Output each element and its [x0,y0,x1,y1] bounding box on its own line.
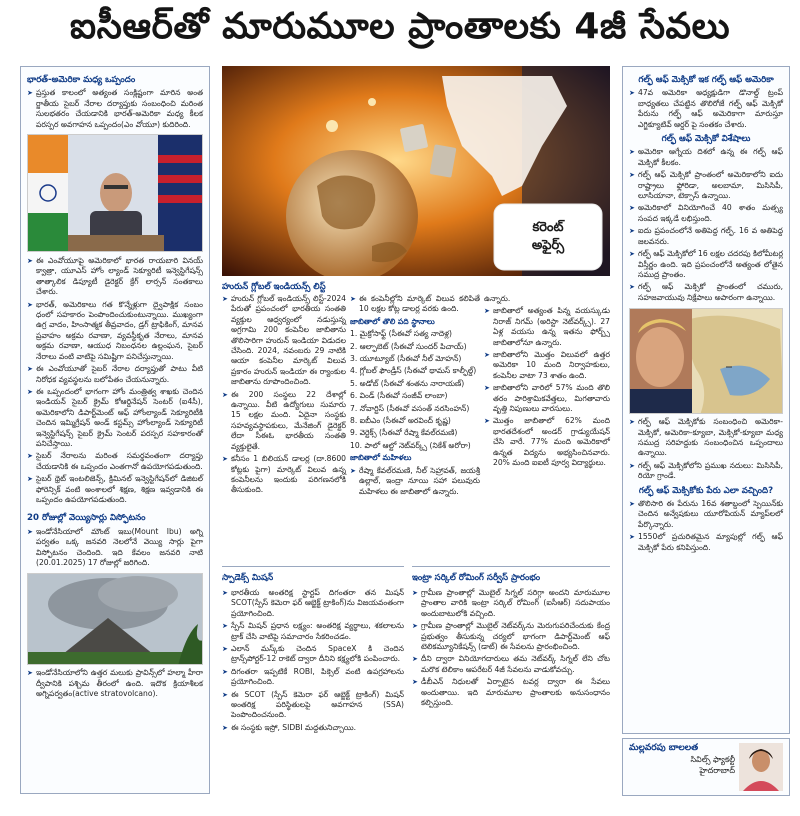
hurun-right-para-1: ఈ కంపెనీల్లోని మార్కెట్‌ విలువ కలిపితే 10 లక్షల కోట్ల డాలర్ల వరకు ఉంది. [359,294,480,314]
left-para-3: భారత్‌, అమెరికాలు గత కొన్నేళ్లుగా ద్వైపాక్షిక సంబం ధంలో సహకారం పెంపొందించుకుంటున్నాయి. ముఖ్యంగా ఉగ్ర వాదం, హింసాత్మక తీవ్రవాదం, డ్రగ్‌ ట్రాఫికింగ్‌, మానవ ప్రవాహం అక్రమ రవాణా, వ్యవస్థీకృత నేరాలు, మానవ అక్రమ రవాణా, ఆయుధ నిబంధనల ఉల్లంఘన, సైబర్‌ నేరాలు వంటి వాటిపై సమిష్టిగా పనిచేస్తున్నాయి. [36,299,203,361]
current-affairs-badge: కరెంట్ అఫైర్స్‌ [531,220,565,253]
spadex-para-4: దిగంతరా ఇప్పటికే ROBI, పిక్సెల్‌ వంటి ఉపగ్రహాలను ప్రయోగించింది. [231,666,404,687]
left-para-9: ఇండోనేసియాలోని ఉత్తర మలుకు ప్రావిన్స్‌లో హల్మా హీరా ద్వీపానికి పశ్చిమ తీరంలో ఉంది. ఇదొక క్రియాశీలక అగ్నిపర్వతం(active stratovolcano). [36,668,203,699]
hurun-third-para-2: జాబితాలో అత్యంత పిన్న వయస్కుడు నిరాజ్‌ నిగమ్‌ (అరిస్టా నెట్‌వర్క్స్‌). 27 ఏళ్ల వయసు ఉన్న ఇతను ఫోర్బ్స్‌ జాబితాలోనూ ఉన్నారు. [493,306,610,347]
author-city: హైదరాబాద్‌ [699,766,735,775]
gulf-bullet-1: అమెరికా ఆగ్నేయ దిశలో ఉన్న ఈ గల్ఫ్‌ ఆఫ్‌ మెక్సికో కీలకం. [638,147,783,167]
hurun-list-10: 10. పాలో ఆల్టో నెట్‌వర్క్స్‌ (నికేశ్‌ అరోరా) [350,440,471,450]
hurun-para-1: హురున్‌ గ్లోబల్‌ ఇండియన్స్‌ లిస్ట్‌-2024 పేరుతో ప్రపంచంలో భారతీయ సంతతి వ్యక్తుల ఆధ్వర్యంలో నడుస్తున్న అగ్రగామి 200 కంపెనీల జాబితాను తొలిసారిగా హురున్‌ ఇండియా విడుదల చేసింది. 2024, నవంబరు 29 నాటికి ఆయా కంపెనీల మార్కెట్‌ విలువ ప్రకారం హురున్‌ ఇండియా ఈ ర్యాంకుల జాబితాను రూపొందించింది. [231,294,346,387]
hurun-top10-label: జాబితాలో తొలి పది స్థానాలు [350,316,435,326]
left-para-6: సైబర్‌ నేరాలను మరింత సమర్థవంతంగా దర్యాప్తు చేయడానికి ఈ ఒప్పందం ఎంతగానో ఉపయోగపడుతుంది. [36,451,203,471]
hurun-list-2: 2. ఆల్ఫాబెట్‌ (సీఈవో సుందర్‌ పిచాయ్‌) [350,341,467,351]
left-para-2: ఈ ఎంవోయూపై అమెరికాలో భారత రాయబారి వినయ్‌ క్వాత్రా, యూఎస్‌ హోం ల్యాండ్‌ సెక్యూరిటీ ఇన్వెస్టిగేషన్స్‌ తాత్కాలిక డిప్యూటీ డైరెక్టర్‌ క్రేగ్‌ లార్సన్‌ సంతకాలు చేశారు. [36,256,203,297]
hurun-list-7: 7. నోవార్టిస్‌ (సీఈవో వసంత్‌ నరసింహన్‌) [350,403,470,413]
left-para-8: ఇండోనేసియాలో మౌంట్‌ ఇబు(Mount Ibu) అగ్ని పర్వతం ఒక్క జనవరి నెలలోనే వెయ్యి సార్లు పైగా విస్ఫోటనం చెందింది. ఇది కేవలం జనవరి నాటి (20.01.2025) 17 రోజుల్లో జరిగింది. [36,526,203,567]
hurun-third-para-1: ఉన్నారు. [484,294,511,303]
gulf-bullet-5: గల్ఫ్‌ ఆఫ్‌ మెక్సికోలో 16 లక్షల చదరపు కిలోమీటర్ల విస్తీర్ణం ఉంది. ఇది ప్రపంచంలోనే అత్యంత లోతైన సముద్ర ప్రాంతం. [638,249,783,279]
hurun-list-4: 4. గ్లోబల్‌ ఫౌండ్రీస్‌ (సీఈవో థామస్‌ కాల్ఫీల్డ్‌) [350,366,477,376]
gulf-bullet-4: ఐదు ప్రపంచంలోనే అతిపెద్ద గల్ఫ్‌. 16 వ అతిపెద్ద జలవనరు. [638,226,783,246]
hurun-para-3: కనీసం 1 బిలియన్‌ డాలర్ల (దా.8600 కోట్లకు పైగా) మార్కెట్‌ విలువ ఉన్న కంపెనీలను ఇందుకు పరిగణనలోకి తీసుకుంది. [231,454,346,495]
gulf-title: గల్ఫ్‌ ఆఫ్‌ మెక్సికో ఇక గల్ఫ్‌ ఆఫ్‌ అమెరికా [638,75,774,85]
hurun-list-8: 8. ఐబీఎం (సీఈవో అరవింద్‌ కృష్ణ) [350,416,451,426]
hurun-para-2: ఈ 200 సంస్థలు 22 దేశాల్లో ఉన్నాయి. వీటి ఉద్యోగులు సుమారు 15 లక్షల మంది. ఏదైనా సంస్థకు సహవ్యవస్థాపకులు, మేనేజింగ్‌ డైరెక్టర్‌ లేదా సీఈఓ భారతీయ సంతతి వ్యక్తులైతే. [231,389,346,451]
roaming-title: ఇంట్రా సర్కిల్‌ రోమింగ్‌ సర్వీస్‌ ప్రారంభం [412,573,541,583]
left-para-4: ఈ ఎంవోయూతో సైబర్‌ నేరాల దర్యాప్తుతో పాటు వీటి నిరోధక వ్యవస్థలను బలోపేతం చేయనున్నారు. [36,364,203,384]
spadex-section: స్పాడెక్స్‌ మిషన్‌ ➤ భారతీయ అంతరిక్ష స్టార్టప్‌ దిగంతరా తన మిషన్‌ SCOT(స్పేస్‌ కెమెరా ఫర్‌ ఆబ్జెక్ట్‌ ట్రాకింగ్‌)ను విజయవంతంగా ప్రయోగించింది. ➤ స్పేస్‌ మిషన్‌ ప్రధాన లక్ష్యం: అంతరిక్ష వ్యర్థాలు, శకలాలను ట్రాక్‌ చేసి వాటిపై సమాచారం సేకరించడం. ➤ ఎలాన్‌ మస్క్‌కు చెందిన SpaceX కి చెందిన ట్రాన్స్‌పోర్టర్‌-12 రాకెట్‌ ద్వారా దీనిని కక్ష్యలోకి పంపించారు. ➤ దిగంతరా ఇప్పటికే ROBI, పిక్సెల్‌ వంటి ఉపగ్రహాలను ప్రయోగించింది. ➤ ఈ SCOT (స్పేస్‌ కెమెరా ఫర్‌ ఆబ్జెక్ట్‌ ట్రాకింగ్‌) మిషన్‌ అంతరిక్ష పరిస్థితులపై అవగాహన (SSA) పెంపొందించనుంది. ➤ ఈ సంస్థకు ఇస్రో, SIDBI మద్దతునిచ్చాయి. [222,566,404,796]
hurun-list-3: 3. యూట్యూబ్‌ (సీఈవో నీల్‌ మోహన్‌) [350,354,462,364]
spadex-para-2: స్పేస్‌ మిషన్‌ ప్రధాన లక్ష్యం: అంతరిక్ష వ్యర్థాలు, శకలాలను ట్రాక్‌ చేసి వాటిపై సమాచారం సేకరించడం. [231,621,404,641]
roaming-para-2: గ్రామీణ ప్రాంతాల్లో మొబైల్‌ నెట్‌వర్క్‌ను మెరుగుపరిచేందుకు కేంద్ర ప్రభుత్వం తీసుకున్న చర్యలో భాగంగా డిపార్ట్‌మెంట్‌ ఆఫ్‌ టెలికమ్యూనికేషన్స్‌ (డాట్‌) ఈ సేవలను ప్రారంభించింది. [421,621,610,652]
spadex-para-1: భారతీయ అంతరిక్ష స్టార్టప్‌ దిగంతరా తన మిషన్‌ SCOT(స్పేస్‌ కెమెరా ఫర్‌ ఆబ్జెక్ట్‌ ట్రాకింగ్‌)ను విజయవంతంగా ప్రయోగించింది. [231,588,404,618]
gulf-subtitle2: గల్ఫ్‌ ఆఫ్‌ మెక్సికోకు పేరు ఎలా వచ్చింది? [638,485,774,496]
headline: ఐసీఆర్‌తో మారుమూల ప్రాంతాలకు 4జీ సేవలు [69,6,731,47]
hurun-list-6: 6. విండ్‌ (సీఈవో సంజీవ్‌ లాంబా) [350,391,448,401]
gulf-subtitle: గల్ఫ్‌ ఆఫ్‌ మెక్సికో విశేషాలు [661,134,751,145]
gulf-para-1: 47వ అమెరికా అధ్యక్షుడిగా డొనాల్డ్‌ ట్రంప్‌ బాధ్యతలు చేపట్టిన తొలిరోజే గల్ఫ్‌ ఆఫ్‌ మెక్సికో పేరును గల్ఫ్‌ ఆఫ్‌ అమెరికాగా మారుస్తూ ఎగ్జిక్యూటివ్‌ ఆర్డర్‌ పై సంతకం చేశారు. [638,88,783,129]
roaming-section: ఇంట్రా సర్కిల్‌ రోమింగ్‌ సర్వీస్‌ ప్రారంభం ➤ గ్రామీణ ప్రాంతాల్లో మొబైల్‌ సిగ్నల్‌ సరిగ్గా అందని మారుమూల ప్రాంతాల వారికి ఇంట్రా సర్కిల్‌ రోమింగ్‌ (ఐసీఆర్‌) సదుపాయం అందుబాటులోకి వచ్చింది. ➤ గ్రామీణ ప్రాంతాల్లో మొబైల్‌ నెట్‌వర్క్‌ను మెరుగుపరిచేందుకు కేంద్ర ప్రభుత్వం తీసుకున్న చర్యలో భాగంగా డిపార్ట్‌మెంట్‌ ఆఫ్‌ టెలికమ్యూనికేషన్స్‌ (డాట్‌) ఈ సేవలను ప్రారంభించింది. ➤ దీని ద్వారా వినియోగదారులు తమ నెట్‌వర్క్‌ సిగ్నల్‌ లేని చోట మరొక టెలికాం ఆపరేటర్‌ 4జీ సేవలను వాడుకోవచ్చు. ➤ డీబీఎన్‌ నిధులతో ఏర్పాటైన టవర్ల ద్వారా ఈ సేవలు అందుతాయి. ఇది మారుమూల ప్రాంతాలకు అనుసంధానం కల్పిస్తుంది. [412,566,610,796]
photo-trump-map [629,308,783,414]
roaming-para-3: దీని ద్వారా వినియోగదారులు తమ నెట్‌వర్క్‌ సిగ్నల్‌ లేని చోట మరొక టెలికాం ఆపరేటర్‌ 4జీ సేవలను వాడుకోవచ్చు. [421,654,610,674]
right-column: గల్ఫ్‌ ఆఫ్‌ మెక్సికో ఇక గల్ఫ్‌ ఆఫ్‌ అమెరికా ➤ 47వ అమెరికా అధ్యక్షుడిగా డొనాల్డ్‌ ట్రంప్‌ బాధ్యతలు చేపట్టిన తొలిరోజే గల్ఫ్‌ ఆఫ్‌ మెక్సికో పేరును గల్ఫ్‌ ఆఫ్‌ అమెరికాగా మారుస్తూ ఎగ్జిక్యూటివ్‌ ఆర్డర్‌ పై సంతకం చేశారు. గల్ఫ్‌ ఆఫ్‌ మెక్సికో విశేషాలు ➤ అమెరికా ఆగ్నేయ దిశలో ఉన్న ఈ గల్ఫ్‌ ఆఫ్‌ మెక్సికో కీలకం. ➤ గల్ఫ్‌ ఆఫ్‌ మెక్సికో ప్రాంతంలో అమెరికాలోని ఐదు రాష్ట్రాలు ఫ్లోరిడా, అలబామా, మిసిసిపీ, లూసియానా, టెక్సాస్‌ ఉన్నాయి. ➤ అమెరికాలో వినియోగించే 40 శాతం మత్స్య సంపద ఇక్కడే లభిస్తుంది. ➤ ఐదు ప్రపంచంలోనే అతిపెద్ద గల్ఫ్‌. 16 వ అతిపెద్ద జలవనరు. ➤ గల్ఫ్‌ ఆఫ్‌ మెక్సికోలో 16 లక్షల చదరపు కిలోమీటర్ల విస్తీర్ణం ఉంది. ఇది ప్రపంచంలోనే అత్యంత లోతైన సముద్ర ప్రాంతం. ➤ గల్ఫ్‌ ఆఫ్‌ మెక్సికో ప్రాంతంలో చమురు, సహజవాయువు నిక్షేపాలు అపారంగా ఉన్నాయి. ➤ గల్ఫ్‌ ఆఫ్‌ మెక్సికోకు సంబంధించి అమెరికా-మెక్సికో, అమెరికా-క్యూబా, మెక్సికో-క్యూబా మధ్య సముద్ర సరిహద్దుకు సంబంధించిన ఒప్పందాలు ఉన్నాయి. ➤ గల్ఫ్‌ ఆఫ్‌ మెక్సికోలోని ప్రముఖ నదులు: మిసిసిపీ, రియో గ్రాండే. గల్ఫ్‌ ఆఫ్‌ మెక్సికోకు పేరు ఎలా వచ్చింది? ➤ తొలిసారి ఈ పేరును 16వ శతాబ్దంలో స్పెయిన్‌కు చెందిన అన్వేషకులు యూరోపియన్‌ మ్యాప్‌లలో పేర్కొన్నారు. ➤ 1550లో ప్రచురితమైన మ్యాపుల్లో గల్ఫ్‌ ఆఫ్‌ మెక్సికో పేరు కనిపిస్తుంది. [622,66,790,734]
hurun-list-9: 9. వెర్టెక్స్‌ (సీఈవో రేష్మా కేవల్‌రమణి) [350,428,458,438]
photo-volcano [27,573,203,665]
hurun-section: హురున్‌ గ్లోబల్‌ ఇండియన్స్‌ లిస్ట్‌ ➤ హురున్‌ గ్లోబల్‌ ఇండియన్స్‌ లిస్ట్‌-2024 పేరుతో ప్రపంచంలో భారతీయ సంతతి వ్యక్తుల ఆధ్వర్యంలో నడుస్తున్న అగ్రగామి 200 కంపెనీల జాబితాను తొలిసారిగా హురున్‌ ఇండియా విడుదల చేసింది. 2024, నవంబరు 29 నాటికి ఆయా కంపెనీల మార్కెట్‌ విలువ ప్రకారం హురున్‌ ఇండియా ఈ ర్యాంకుల జాబితాను రూపొందించింది. ➤ ఈ 200 సంస్థలు 22 దేశాల్లో ఉన్నాయి. వీటి ఉద్యోగులు సుమారు 15 లక్షల మంది. ఏదైనా సంస్థకు సహవ్యవస్థాపకులు, మేనేజింగ్‌ డైరెక్టర్‌ లేదా సీఈఓ భారతీయ సంతతి వ్యక్తులైతే. ➤ కనీసం 1 బిలియన్‌ డాలర్ల (దా.8600 కోట్లకు పైగా) మార్కెట్‌ విలువ ఉన్న కంపెనీలను ఇందుకు పరిగణనలోకి తీసుకుంది. ➤ ఈ కంపెనీల్లోని మార్కెట్‌ విలువ కలిపితే 10 లక్షల కోట్ల డాలర్ల వరకు ఉంది. జాబితాలో తొలి పది స్థానాలు 1. మైక్రోసాఫ్ట్‌ (సీఈవో సత్య నాదెళ్ల) 2. ఆల్ఫాబెట్‌ (సీఈవో సుందర్‌ పిచాయ్‌) 3. యూట్యూబ్‌ (సీఈవో నీల్‌ మోహన్‌) 4. గ్లోబల్‌ ఫౌండ్రీస్‌ (సీఈవో థామస్‌ కాల్ఫీల్డ్‌) 5. అడోబ్‌ (సీఈవో శంతను నారాయణ్‌) 6. విండ్‌ (సీఈవో సంజీవ్‌ లాంబా) 7. నోవార్టిస్‌ (సీఈవో వసంత్‌ నరసింహన్‌) 8. ఐబీఎం (సీఈవో అరవింద్‌ కృష్ణ) 9. వెర్టెక్స్‌ (సీఈవో రేష్మా కేవల్‌రమణి) 10. పాలో ఆల్టో నెట్‌వర్క్స్‌ (నికేశ్‌ అరోరా) జాబితాలో మహిళలు ➤ రేష్మా కేవల్‌రమణి, నీల్‌ సెహ్రావత్‌, జయశ్రీ ఉల్లాల్‌, ఇంద్రా నూయి సహా పలువురు మహిళలు ఈ జాబితాలో ఉన్నారు. ఉన్నారు. ➤ జాబితాలో అత్యంత పిన్న వయస్కుడు నిరాజ్‌ నిగమ్‌ (అరిస్టా నెట్‌వర్క్స్‌). 27 ఏళ్ల వయసు ఉన్న ఇతను ఫోర్బ్స్‌ జాబితాలోనూ ఉన్నారు. ➤ జాబితాలోని మొత్తం విలువలో ఉత్తర అమెరికా 10 మంది నిర్వాహకులు, కంపెనీల వాటా 73 శాతం ఉంది. ➤ జాబితాలోని వారిలో 57% మంది తొలి తరం పారిశ్రామికవేత్తలు, మిగతావారు వృత్తి నిపుణులు వారసులు. ➤ మొత్తం జాబితాలో 62% మంది భారతదేశంలో అండర్‌ గ్రాడ్యుయేషన్‌ చేసి వారే. 77% మంది అమెరికాలో ఉన్నత విద్యను అభ్యసించినవారు. 20% మంది ఐఐటీ పూర్వ విద్యార్థులు. [222,282,610,496]
author-box [622,738,790,796]
author-name: మల్లవరపు బాలలత [629,743,699,753]
spadex-para-5: ఈ SCOT (స్పేస్‌ కెమెరా ఫర్‌ ఆబ్జెక్ట్‌ ట్రాకింగ్‌) మిషన్‌ అంతరిక్ష పరిస్థితులపై అవగాహన (SSA) పెంపొందించనుంది. [231,689,404,720]
gulf-bullet-2: గల్ఫ్‌ ఆఫ్‌ మెక్సికో ప్రాంతంలో అమెరికాలోని ఐదు రాష్ట్రాలు ఫ్లోరిడా, అలబామా, మిసిసిపీ, లూసియానా, టెక్సాస్‌ ఉన్నాయి. [638,170,783,201]
gulf-bullet2-1: గల్ఫ్‌ ఆఫ్‌ మెక్సికోకు సంబంధించి అమెరికా-మెక్సికో, అమెరికా-క్యూబా, మెక్సికో-క్యూబా మధ్య సముద్ర సరిహద్దుకు సంబంధించిన ఒప్పందాలు ఉన్నాయి. [638,417,783,458]
spadex-title: స్పాడెక్స్‌ మిషన్‌ [222,573,274,583]
roaming-para-4: డీబీఎన్‌ నిధులతో ఏర్పాటైన టవర్ల ద్వారా ఈ సేవలు అందుతాయి. ఇది మారుమూల ప్రాంతాలకు అనుసంధానం కల్పిస్తుంది. [421,677,610,708]
gulf-bullet-3: అమెరికాలో వినియోగించే 40 శాతం మత్స్య సంపద ఇక్కడే లభిస్తుంది. [638,203,783,223]
hurun-list-1: 1. మైక్రోసాఫ్ట్‌ (సీఈవో సత్య నాదెళ్ల) [350,329,453,339]
left-para-1: ప్రస్తుత కాలంలో అత్యంత సంక్లిష్టంగా మారిన అంత ర్జాతీయ సైబర్‌ నేరాల దర్యాప్తుకు సంబంధించి మరింత సులభతరం చేయడానికి భారత్‌-అమెరికా మధ్య కీలక పరస్పర అవగాహన ఒప్పందం(ఎం వోయూ) కుదిరింది. [36,88,203,129]
spadex-para-3: ఎలాన్‌ మస్క్‌కు చెందిన SpaceX కి చెందిన ట్రాన్స్‌పోర్టర్‌-12 రాకెట్‌ ద్వారా దీనిని కక్ష్యలోకి పంపించారు. [231,644,404,664]
hurun-third-para-4: జాబితాలోని వారిలో 57% మంది తొలి తరం పారిశ్రామికవేత్తలు, మిగతావారు వృత్తి నిపుణులు వారసులు. [493,383,610,414]
hurun-list-5: 5. అడోబ్‌ (సీఈవో శంతను నారాయణ్‌) [350,378,465,388]
hurun-third-para-5: మొత్తం జాబితాలో 62% మంది భారతదేశంలో అండర్‌ గ్రాడ్యుయేషన్‌ చేసి వారే. 77% మంది అమెరికాలో ఉన్నత విద్యను అభ్యసించినవారు. 20% మంది ఐఐటీ పూర్వ విద్యార్థులు. [493,416,610,468]
gulf-bullet3-2: 1550లో ప్రచురితమైన మ్యాపుల్లో గల్ఫ్‌ ఆఫ్‌ మెక్సికో పేరు కనిపిస్తుంది. [638,532,783,552]
gulf-bullet-6: గల్ఫ్‌ ఆఫ్‌ మెక్సికో ప్రాంతంలో చమురు, సహజవాయువు నిక్షేపాలు అపారంగా ఉన్నాయి. [638,282,783,302]
left-para-5: ఈ ఒప్పందంలో భాగంగా హోం మంత్రిత్వ శాఖకు చెందిన ఇండియన్‌ సైబర్‌ క్రైమ్‌ కోఆర్డినేషన్‌ సెంటర్‌ (ఐ4సీ), అమెరికాలోని డిపార్ట్‌మెంట్‌ ఆఫ్‌ హోంల్యాండ్‌ సెక్యూరిటీకి చెందిన ఇమ్మిగ్రేషన్‌ అండ్‌ కస్టమ్స్‌ హోంల్యాండ్‌ సెక్యూరిటీ ఇన్వెస్టిగేషన్స్‌ సైబర్‌ క్రైమ్‌ సెంటర్‌ పరస్పర సహకారంతో పనిచేస్తాయి. [36,386,203,448]
hero-image [222,66,610,276]
left-section1-title: భారత్‌-అమెరికా మధ్య ఒప్పందం [27,75,136,85]
author-designation: సివిల్స్‌ ఫ్యాకల్టీ [690,755,735,764]
gulf-bullet3-1: తొలిసారి ఈ పేరును 16వ శతాబ్దంలో స్పెయిన్‌కు చెందిన అన్వేషకులు యూరోపియన్‌ మ్యాప్‌లలో పేర్కొన్నారు. [638,498,783,529]
roaming-para-1: గ్రామీణ ప్రాంతాల్లో మొబైల్‌ సిగ్నల్‌ సరిగ్గా అందని మారుమూల ప్రాంతాల వారికి ఇంట్రా సర్కిల్‌ రోమింగ్‌ (ఐసీఆర్‌) సదుపాయం అందుబాటులోకి వచ్చింది. [421,588,610,618]
hurun-women-title: జాబితాలో మహిళలు [350,453,412,463]
left-para-7: సైబర్‌ థ్రెట్‌ ఇంటలిజెన్స్‌, క్రిమినల్‌ ఇన్వెస్టిగేషన్‌లో డిజిటల్‌ ఫోరెన్సిక్‌ వంటి అంశాలలో శిక్షణ, శిక్షణ ఇవ్వడానికి ఈ ఒప్పందం ఉపయోగపడుతుంది. [36,474,203,504]
spadex-para-6: ఈ సంస్థకు ఇస్రో, SIDBI మద్దతునిచ్చాయి. [231,722,357,732]
hurun-women-para: రేష్మా కేవల్‌రమణి, నీల్‌ సెహ్రావత్‌, జయశ్రీ ఉల్లాల్‌, ఇంద్రా నూయి సహా పలువురు మహిళలు ఈ జాబితాలో ఉన్నారు. [359,465,480,496]
left-column: భారత్‌-అమెరికా మధ్య ఒప్పందం ➤ ప్రస్తుత కాలంలో అత్యంత సంక్లిష్టంగా మారిన అంత ర్జాతీయ సైబర్‌ నేరాల దర్యాప్తుకు సంబంధించి మరింత సులభతరం చేయడానికి భారత్‌-అమెరికా మధ్య కీలక పరస్పర అవగాహన ఒప్పందం(ఎం వోయూ) కుదిరింది. ➤ ఈ ఎంవోయూపై అమెరికాలో భారత రాయబారి వినయ్‌ క్వాత్రా, యూఎస్‌ హోం ల్యాండ్‌ సెక్యూరిటీ ఇన్వెస్టిగేషన్స్‌ తాత్కాలిక డిప్యూటీ డైరెక్టర్‌ క్రేగ్‌ లార్సన్‌ సంతకాలు చేశారు. ➤ భారత్‌, అమెరికాలు గత కొన్నేళ్లుగా ద్వైపాక్షిక సంబం ధంలో సహకారం పెంపొందించుకుంటున్నాయి. ముఖ్యంగా ఉగ్ర వాదం, హింసాత్మక తీవ్రవాదం, డ్రగ్‌ ట్రాఫికింగ్‌, మానవ ప్రవాహం అక్రమ రవాణా, వ్యవస్థీకృత నేరాలు, మానవ అక్రమ రవాణా, ఆయుధ నిబంధనల ఉల్లంఘన, సైబర్‌ నేరాలు వంటి వాటిపై సమిష్టిగా పనిచేస్తున్నాయి. ➤ ఈ ఎంవోయూతో సైబర్‌ నేరాల దర్యాప్తుతో పాటు వీటి నిరోధక వ్యవస్థలను బలోపేతం చేయనున్నారు. ➤ ఈ ఒప్పందంలో భాగంగా హోం మంత్రిత్వ శాఖకు చెందిన ఇండియన్‌ సైబర్‌ క్రైమ్‌ కోఆర్డినేషన్‌ సెంటర్‌ (ఐ4సీ), అమెరికాలోని డిపార్ట్‌మెంట్‌ ఆఫ్‌ హోంల్యాండ్‌ సెక్యూరిటీకి చెందిన ఇమ్మిగ్రేషన్‌ అండ్‌ కస్టమ్స్‌ హోంల్యాండ్‌ సెక్యూరిటీ ఇన్వెస్టిగేషన్స్‌ సైబర్‌ క్రైమ్‌ సెంటర్‌ పరస్పర సహకారంతో పనిచేస్తాయి. ➤ సైబర్‌ నేరాలను మరింత సమర్థవంతంగా దర్యాప్తు చేయడానికి ఈ ఒప్పందం ఎంతగానో ఉపయోగపడుతుంది. ➤ సైబర్‌ థ్రెట్‌ ఇంటలిజెన్స్‌, క్రిమినల్‌ ఇన్వెస్టిగేషన్‌లో డిజిటల్‌ ఫోరెన్సిక్‌ వంటి అంశాలలో శిక్షణ, శిక్షణ ఇవ్వడానికి ఈ ఒప్పందం ఉపయోగపడుతుంది. 20 రోజుల్లో వెయ్యిసార్లు విస్ఫోటనం ➤ ఇండోనేసియాలో మౌంట్‌ ఇబు(Mount Ibu) అగ్ని పర్వతం ఒక్క జనవరి నెలలోనే వెయ్యి సార్లు పైగా విస్ఫోటనం చెందింది. ఇది కేవలం జనవరి నాటి (20.01.2025) 17 రోజుల్లో జరిగింది. ➤ ఇండోనేసియాలోని ఉత్తర మలుకు ప్రావిన్స్‌లో హల్మా హీరా ద్వీపానికి పశ్చిమ తీరంలో ఉంది. ఇదొక క్రియాశీలక అగ్నిపర్వతం(active stratovolcano). [20,66,210,794]
left-section2-title: 20 రోజుల్లో వెయ్యిసార్లు విస్ఫోటనం [27,513,146,524]
author-photo [739,743,783,791]
hurun-third-para-3: జాబితాలోని మొత్తం విలువలో ఉత్తర అమెరికా 10 మంది నిర్వాహకులు, కంపెనీల వాటా 73 శాతం ఉంది. [493,350,610,380]
hurun-title: హురున్‌ గ్లోబల్‌ ఇండియన్స్‌ లిస్ట్‌ [222,282,326,292]
gulf-bullet2-2: గల్ఫ్‌ ఆఫ్‌ మెక్సికోలోని ప్రముఖ నదులు: మిసిసిపీ, రియో గ్రాండే. [638,460,783,481]
photo-meeting [27,134,203,252]
